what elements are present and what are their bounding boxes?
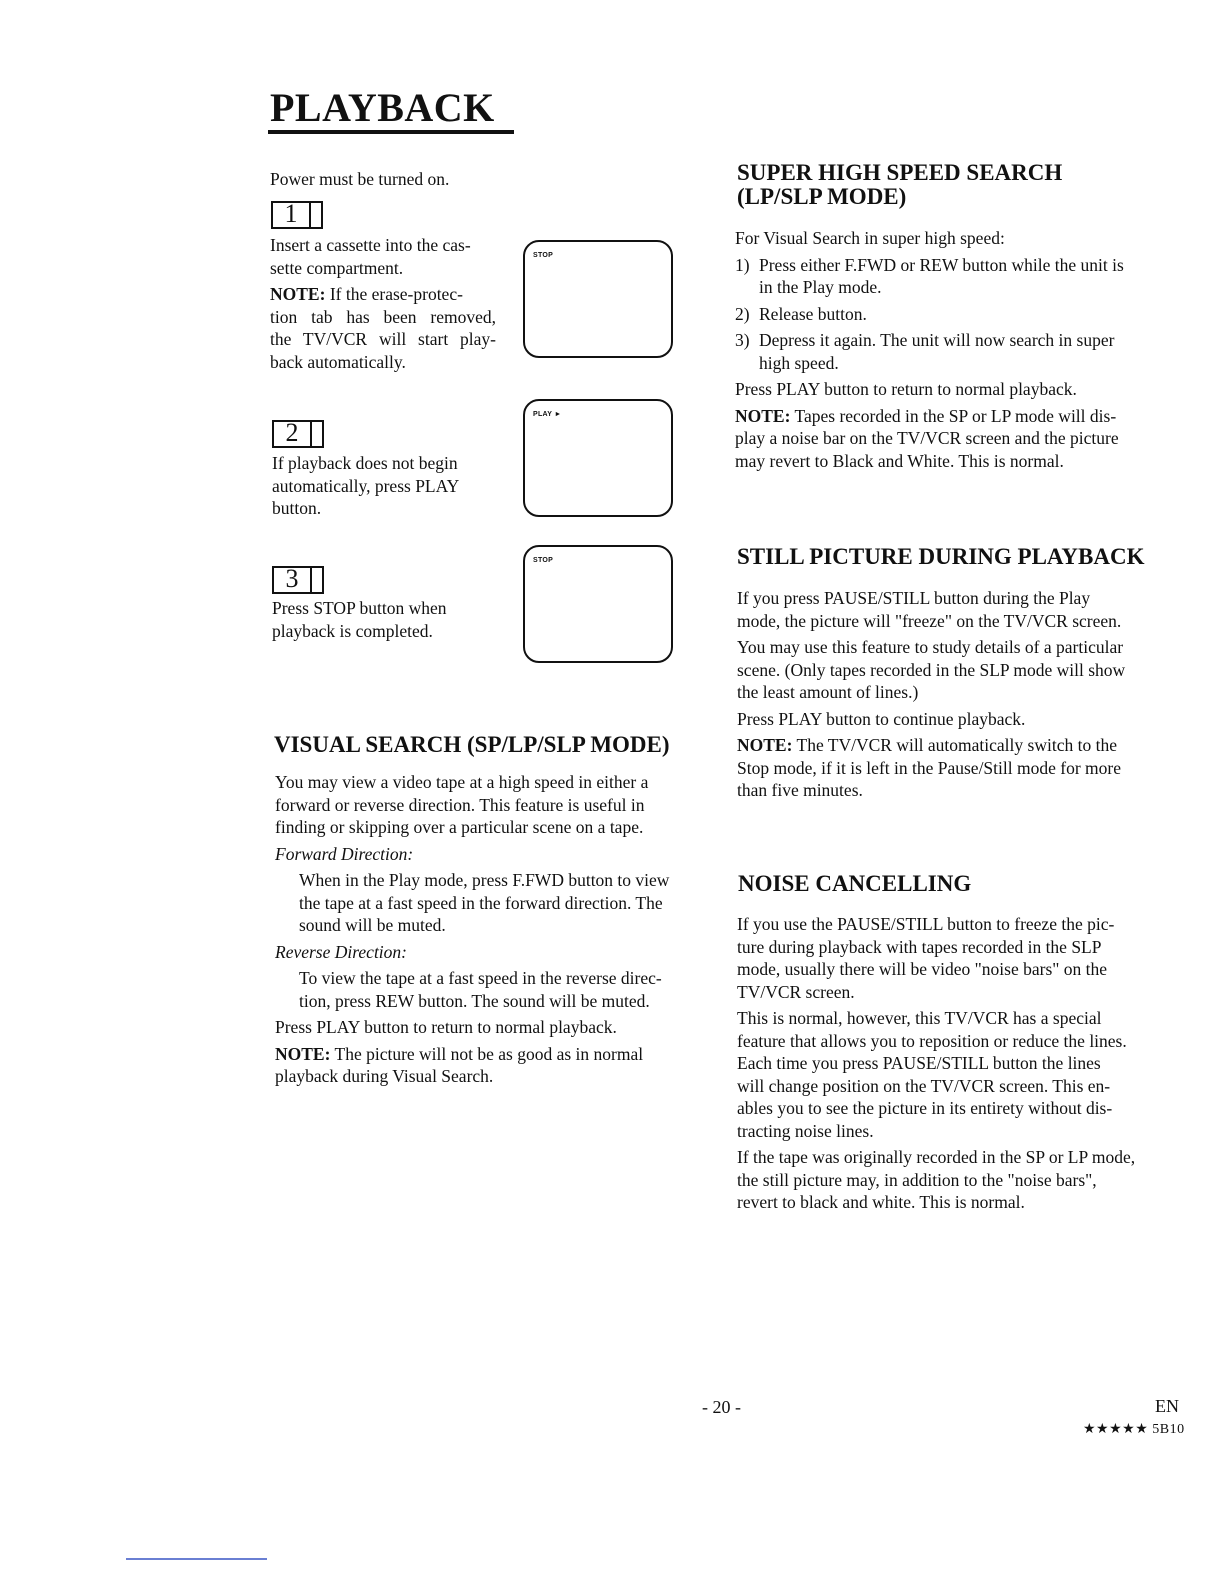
list-item: 3) Depress it again. The unit will now search in super high speed. xyxy=(735,330,1115,373)
step-2-text: If playback does not begin automatically, press PLAY button. xyxy=(272,453,460,518)
bottom-blue-line xyxy=(126,1558,267,1560)
step-3-badge xyxy=(272,566,324,594)
note-label: NOTE: xyxy=(275,1043,331,1064)
step-3-text: Press STOP button when playback is completed. xyxy=(272,598,447,641)
model-code: ★★★★★ 5B10 xyxy=(1083,1422,1185,1437)
tv-screen-illustration xyxy=(523,240,673,358)
tv-screen-illustration xyxy=(523,545,673,663)
intro-text: Power must be turned on. xyxy=(270,169,450,189)
page-title: PLAYBACK xyxy=(270,85,495,130)
step-number: 3 xyxy=(285,564,299,593)
note-label: NOTE: xyxy=(735,405,791,426)
list-item: 2) Release button. xyxy=(735,303,867,324)
super-search-heading: SUPER HIGH SPEED SEARCH (LP/SLP MODE) xyxy=(737,160,1063,209)
screen-osd-label: PLAY ► xyxy=(533,411,562,418)
super-search-body: For Visual Search in super high speed: 1) Press either F.FWD or REW button while the unit is in the Play mode. 2) Release button. 3) Depress it again. The unit will now search in super high speed. Press PLAY button to return to normal playback. NOTE: Tapes recorded in the SP or LP mode will dis- play a noise bar on the TV/VCR screen and the picture may revert to Black and White. This is normal. xyxy=(735,227,1169,472)
page-number: - 20 - xyxy=(702,1397,741,1417)
note-label: NOTE: xyxy=(737,735,793,755)
tv-screen-illustration xyxy=(523,399,673,517)
language-code: EN xyxy=(1155,1396,1179,1416)
visual-search-heading: VISUAL SEARCH (SP/LP/SLP MODE) xyxy=(274,732,670,757)
visual-search-body: You may view a video tape at a high speed in either a forward or reverse direction. This feature is useful in finding or skipping over a particular scene on a tape. Forward Direction: When in the Play mode, press F.FWD button to view the tape at a fast speed in the forward direction. The sound will be muted. Reverse Direction: To view the tape at a fast speed in the reverse direc- tion, press REW button. The sound will be muted. Press PLAY button to return to normal playback. NOTE: The picture will not be as good as in normal playback during Visual Search. xyxy=(275,771,707,1088)
noise-cancelling-heading: NOISE CANCELLING xyxy=(738,871,972,896)
screen-osd-label: STOP xyxy=(533,557,554,564)
step-2-badge xyxy=(272,420,324,448)
list-item: 1) Press either F.FWD or REW button while the unit is in the Play mode. xyxy=(735,254,1124,297)
screen-osd-label: STOP xyxy=(533,252,554,259)
reverse-direction-label: Reverse Direction: xyxy=(275,941,408,962)
step-number: 2 xyxy=(285,418,299,447)
forward-direction-label: Forward Direction: xyxy=(275,843,414,864)
step-1-badge xyxy=(271,201,323,229)
step-number: 1 xyxy=(284,199,298,228)
still-picture-heading: STILL PICTURE DURING PLAYBACK xyxy=(737,544,1145,569)
title-underline xyxy=(268,130,514,134)
note-label: NOTE: xyxy=(270,284,326,304)
still-picture-body: If you press PAUSE/STILL button during the Play mode, the picture will "freeze" on the TV/VCR screen. You may use this feature to study details of a particular scene. (Only tapes recorded in the SLP mode will show the least amount of lines.) Press PLAY button to continue playback. NOTE: The TV/VCR will automatically switch to the Stop mode, if it is left in the Pause/Still mode for more than five minutes. xyxy=(737,588,1126,800)
step-1-text: Insert a cassette into the cas- sette compartment. NOTE: If the erase-protec- tion tab has been removed, the TV/VCR will start play- back automatically. xyxy=(270,235,496,372)
noise-cancelling-body: If you use the PAUSE/STILL button to freeze the pic- ture during playback with tapes recorded in the SLP mode, usually there will be video "noise bars" on the TV/VCR screen. This is normal, however, this TV/VCR has a special feature that allows you to reposition or reduce the lines. Each time you press PAUSE/STILL button the lines will change position on the TV/VCR screen. This en- ables you to see the picture in its entirety without dis- tracting noise lines. If the tape was originally recorded in the SP or LP mode, the still picture may, in addition to the "noise bars", revert to black and white. This is normal. xyxy=(737,914,1136,1212)
